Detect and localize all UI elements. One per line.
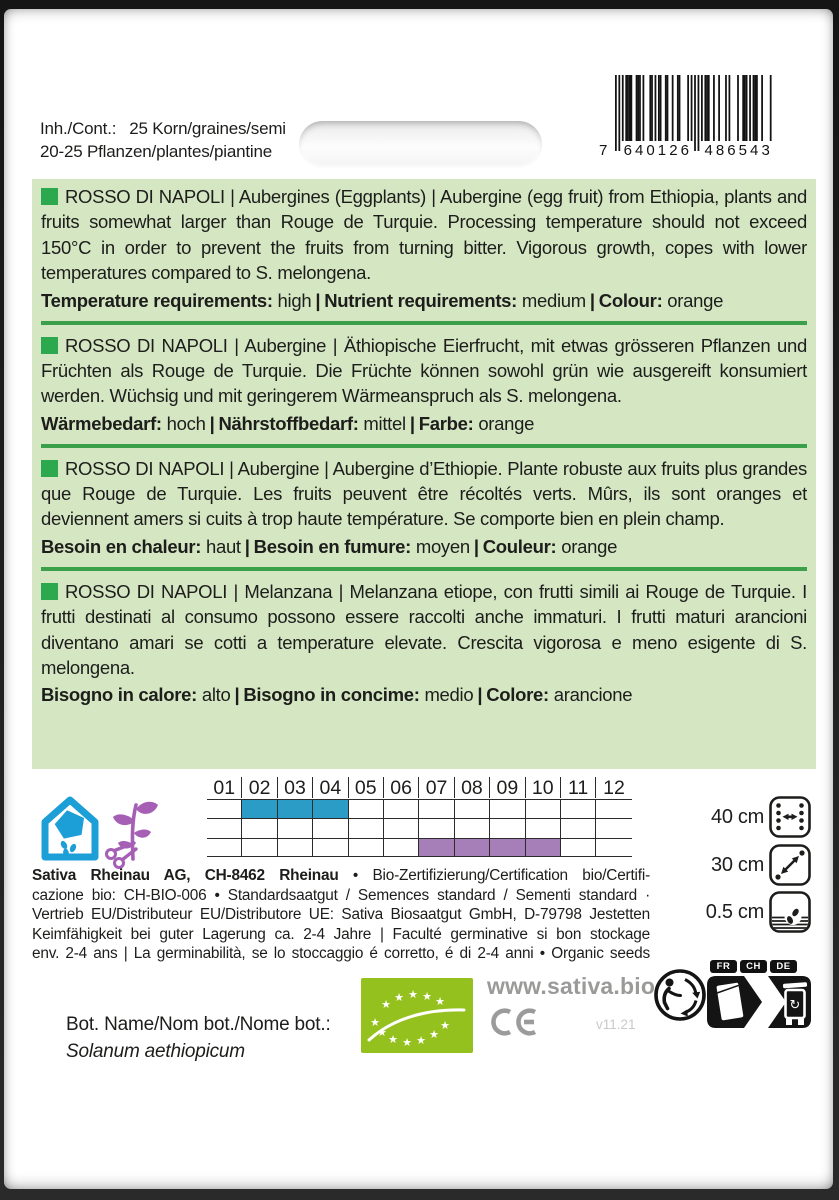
requirements-en: Temperature requirements: high | Nutrient requirements: medium | Colour: orange xyxy=(41,289,724,311)
calendar-cell-filled xyxy=(526,838,561,857)
lang-block-it xyxy=(32,574,816,713)
company-line: Sativa Rheinau AG, CH-8462 Rheinau • Bio-Zertifizierung/Certification bio/Certifi- xyxy=(32,867,650,884)
svg-text:★: ★ xyxy=(381,998,391,1011)
tab-ch: CH xyxy=(740,960,767,973)
svg-text:★: ★ xyxy=(416,1034,426,1047)
requirements-fr: Besoin en chaleur: haut | Besoin en fumure: moyen | Couleur: orange xyxy=(41,535,618,557)
botanical-name xyxy=(66,1011,331,1065)
contents-seeds: 25 Korn/graines/semi xyxy=(129,119,286,138)
separator-line xyxy=(41,321,807,325)
svg-text:486543: 486543 xyxy=(704,142,770,159)
calendar-cell xyxy=(207,799,242,818)
sowing-depth-label: 0.5 cm xyxy=(705,901,764,923)
calendar-cell xyxy=(419,818,454,837)
packet-back xyxy=(4,9,833,1189)
calendar-cell xyxy=(561,799,596,818)
calendar-month-label: 03 xyxy=(278,777,313,798)
website-url: www.sativa.bio xyxy=(487,973,656,999)
plant-spacing-label: 30 cm xyxy=(711,854,764,876)
svg-text:★: ★ xyxy=(370,1016,380,1029)
calendar-months xyxy=(207,777,632,799)
svg-text:★: ★ xyxy=(440,1019,450,1032)
calendar-month-label: 04 xyxy=(313,777,348,798)
calendar-cell xyxy=(384,818,419,837)
botanical-name-value: Solanum aethiopicum xyxy=(66,1041,245,1062)
calendar-cell xyxy=(278,838,313,857)
calendar-cell-filled xyxy=(313,799,348,818)
calendar-grid xyxy=(207,799,632,857)
variety-description-fr: ROSSO DI NAPOLI | Aubergine | Aubergine d’Ethiopie. Plante robuste aux fruits plus grandes que Rouge de Turquie. Les fruits peuvent être récoltés verts. Mûrs, ils sont oranges et deviennent amers si cuits à trop haute température. Se comporte bien en plein champ. xyxy=(41,457,807,530)
calendar-month-label: 07 xyxy=(419,777,454,798)
svg-text:★: ★ xyxy=(435,995,445,1008)
calendar-cell-filled xyxy=(242,799,277,818)
lang-block-fr xyxy=(32,451,816,565)
calendar-row-harvest xyxy=(207,838,632,857)
contents-info xyxy=(40,117,286,163)
company-line: Vertrieb EU/Distributeur EU/Distributore UE: Sativa Biosaatgut GmbH, D-79798 Jestetten xyxy=(32,906,650,924)
row-spacing-label: 40 cm xyxy=(711,806,764,828)
version-label: v11.21 xyxy=(596,1017,636,1032)
calendar-month-label: 02 xyxy=(242,777,277,798)
calendar-cell xyxy=(384,838,419,857)
company-info xyxy=(32,866,650,964)
ean-barcode xyxy=(589,73,814,169)
calendar-cell-filled xyxy=(278,799,313,818)
calendar-month-label: 08 xyxy=(455,777,490,798)
calendar-cell xyxy=(419,799,454,818)
calendar-cell xyxy=(561,838,596,857)
variety-description-en: ROSSO DI NAPOLI | Aubergines (Eggplants) | Aubergine (egg fruit) from Ethiopia, plants and fruits somewhat larger than Rouge de Turquie. Processing temperature should not exceed 150°C in order to prevent the fruits from turning bitter. Vigorous growth, copes with lower temperatures compared to S. melongena. xyxy=(41,186,807,284)
calendar-cell xyxy=(313,818,348,837)
calendar-month-label: 12 xyxy=(603,777,625,799)
variety-description-de: ROSSO DI NAPOLI | Aubergine | Äthiopische Eierfrucht, mit etwas grösseren Pflanzen und Früchten als Rouge de Turquie. Die Früchte können sowohl grün wie ausgereift konsumiert werden. Wüchsig und mit geringerem Wärmeanspruch als S. melongena. xyxy=(41,334,807,407)
contents-plants: 20-25 Pflanzen/plantes/piantine xyxy=(40,142,272,161)
svg-text:★: ★ xyxy=(429,1028,439,1041)
green-square-icon xyxy=(41,583,58,600)
calendar-cell xyxy=(207,838,242,857)
sow-under-cover-icon xyxy=(40,795,100,867)
variety-description-it: ROSSO DI NAPOLI | Melanzana | Melanzana etiope, con frutti simili ai Rouge de Turquie. I frutti destinati al consumo possono essere raccolti anche immaturi. I frutti maturi arancioni diventano amari se cotti a temperature elevate. Crescita vigorosa e meno esigente di S. melongena. xyxy=(41,580,807,678)
green-square-icon xyxy=(41,460,58,477)
description-panel xyxy=(32,179,816,769)
company-line: env. 2-4 ans | La germinabilità, se lo stoccaggio é corretto, é di 2-4 anni • Organic seeds xyxy=(32,945,650,963)
calendar-cell xyxy=(349,799,384,818)
calendar-cell xyxy=(526,818,561,837)
barcode-bars xyxy=(589,73,814,169)
calendar-cell xyxy=(490,799,525,818)
calendar-cell xyxy=(526,799,561,818)
hang-hole xyxy=(299,121,542,168)
calendar-row-sowing-under-cover xyxy=(207,799,632,818)
tab-de: DE xyxy=(770,960,797,973)
calendar-month-label: 11 xyxy=(561,777,596,798)
contents-label: Inh./Cont.: xyxy=(40,119,117,138)
svg-text:7: 7 xyxy=(599,142,608,159)
calendar-cell-filled xyxy=(490,838,525,857)
calendar-month-label: 06 xyxy=(384,777,419,798)
requirements-it: Bisogno in calore: alto | Bisogno in concime: medio | Colore: arancione xyxy=(41,684,633,706)
calendar-row-empty xyxy=(207,818,632,837)
calendar-month-label: 01 xyxy=(207,777,242,798)
calendar-cell-filled xyxy=(419,838,454,857)
separator-line xyxy=(41,567,807,571)
separator-line xyxy=(41,444,807,448)
plant-spacing-icon xyxy=(768,843,812,887)
calendar-cell xyxy=(596,799,631,818)
calendar-month-label: 09 xyxy=(490,777,525,798)
triman-recycling-icon xyxy=(652,967,708,1023)
calendar-cell xyxy=(278,818,313,837)
svg-text:640126: 640126 xyxy=(623,142,689,159)
calendar-cell xyxy=(596,838,631,857)
calendar-cell xyxy=(490,818,525,837)
lang-block-en xyxy=(32,179,816,318)
calendar-cell xyxy=(455,799,490,818)
calendar-cell xyxy=(242,818,277,837)
calendar-cell xyxy=(349,818,384,837)
calendar-cell xyxy=(349,838,384,857)
botanical-name-label: Bot. Name/Nom bot./Nome bot.: xyxy=(66,1014,331,1035)
calendar-cell xyxy=(596,818,631,837)
svg-text:★: ★ xyxy=(377,1026,387,1039)
calendar-month-label: 05 xyxy=(349,777,384,798)
green-square-icon xyxy=(41,188,58,205)
calendar-month-label: 10 xyxy=(526,777,561,798)
calendar-cell xyxy=(455,818,490,837)
harvest-plant-scissors-icon xyxy=(102,797,160,869)
ce-mark-icon xyxy=(487,1006,539,1038)
lang-block-de xyxy=(32,328,816,442)
svg-text:★: ★ xyxy=(394,991,404,1004)
svg-text:★: ★ xyxy=(408,988,418,1001)
row-spacing-icon xyxy=(768,795,812,839)
svg-text:★: ★ xyxy=(402,1036,412,1049)
eu-organic-logo xyxy=(361,978,473,1053)
green-square-icon xyxy=(41,337,58,354)
paper-to-bin-icon xyxy=(706,975,812,1029)
tab-fr: FR xyxy=(710,960,737,973)
requirements-de: Wärmebedarf: hoch | Nährstoffbedarf: mittel | Farbe: orange xyxy=(41,412,535,434)
svg-text:★: ★ xyxy=(388,1033,398,1046)
sowing-depth-icon xyxy=(768,890,812,934)
calendar-cell xyxy=(384,799,419,818)
calendar-cell xyxy=(207,818,242,837)
disposal-info xyxy=(706,960,812,1034)
calendar-cell xyxy=(242,838,277,857)
company-line: cazione bio: CH-BIO-006 • Standardsaatgut / Semences standard / Sementi standard · xyxy=(32,886,650,904)
disposal-country-tabs xyxy=(710,960,812,973)
company-line: Keimfähigkeit bei guter Lagerung ca. 2-4 Jahre | Faculté germinative si bon stockage xyxy=(32,925,650,943)
svg-text:↻: ↻ xyxy=(789,998,801,1013)
calendar-cell xyxy=(313,838,348,857)
calendar-cell-filled xyxy=(455,838,490,857)
svg-text:★: ★ xyxy=(422,990,432,1003)
calendar-cell xyxy=(561,818,596,837)
